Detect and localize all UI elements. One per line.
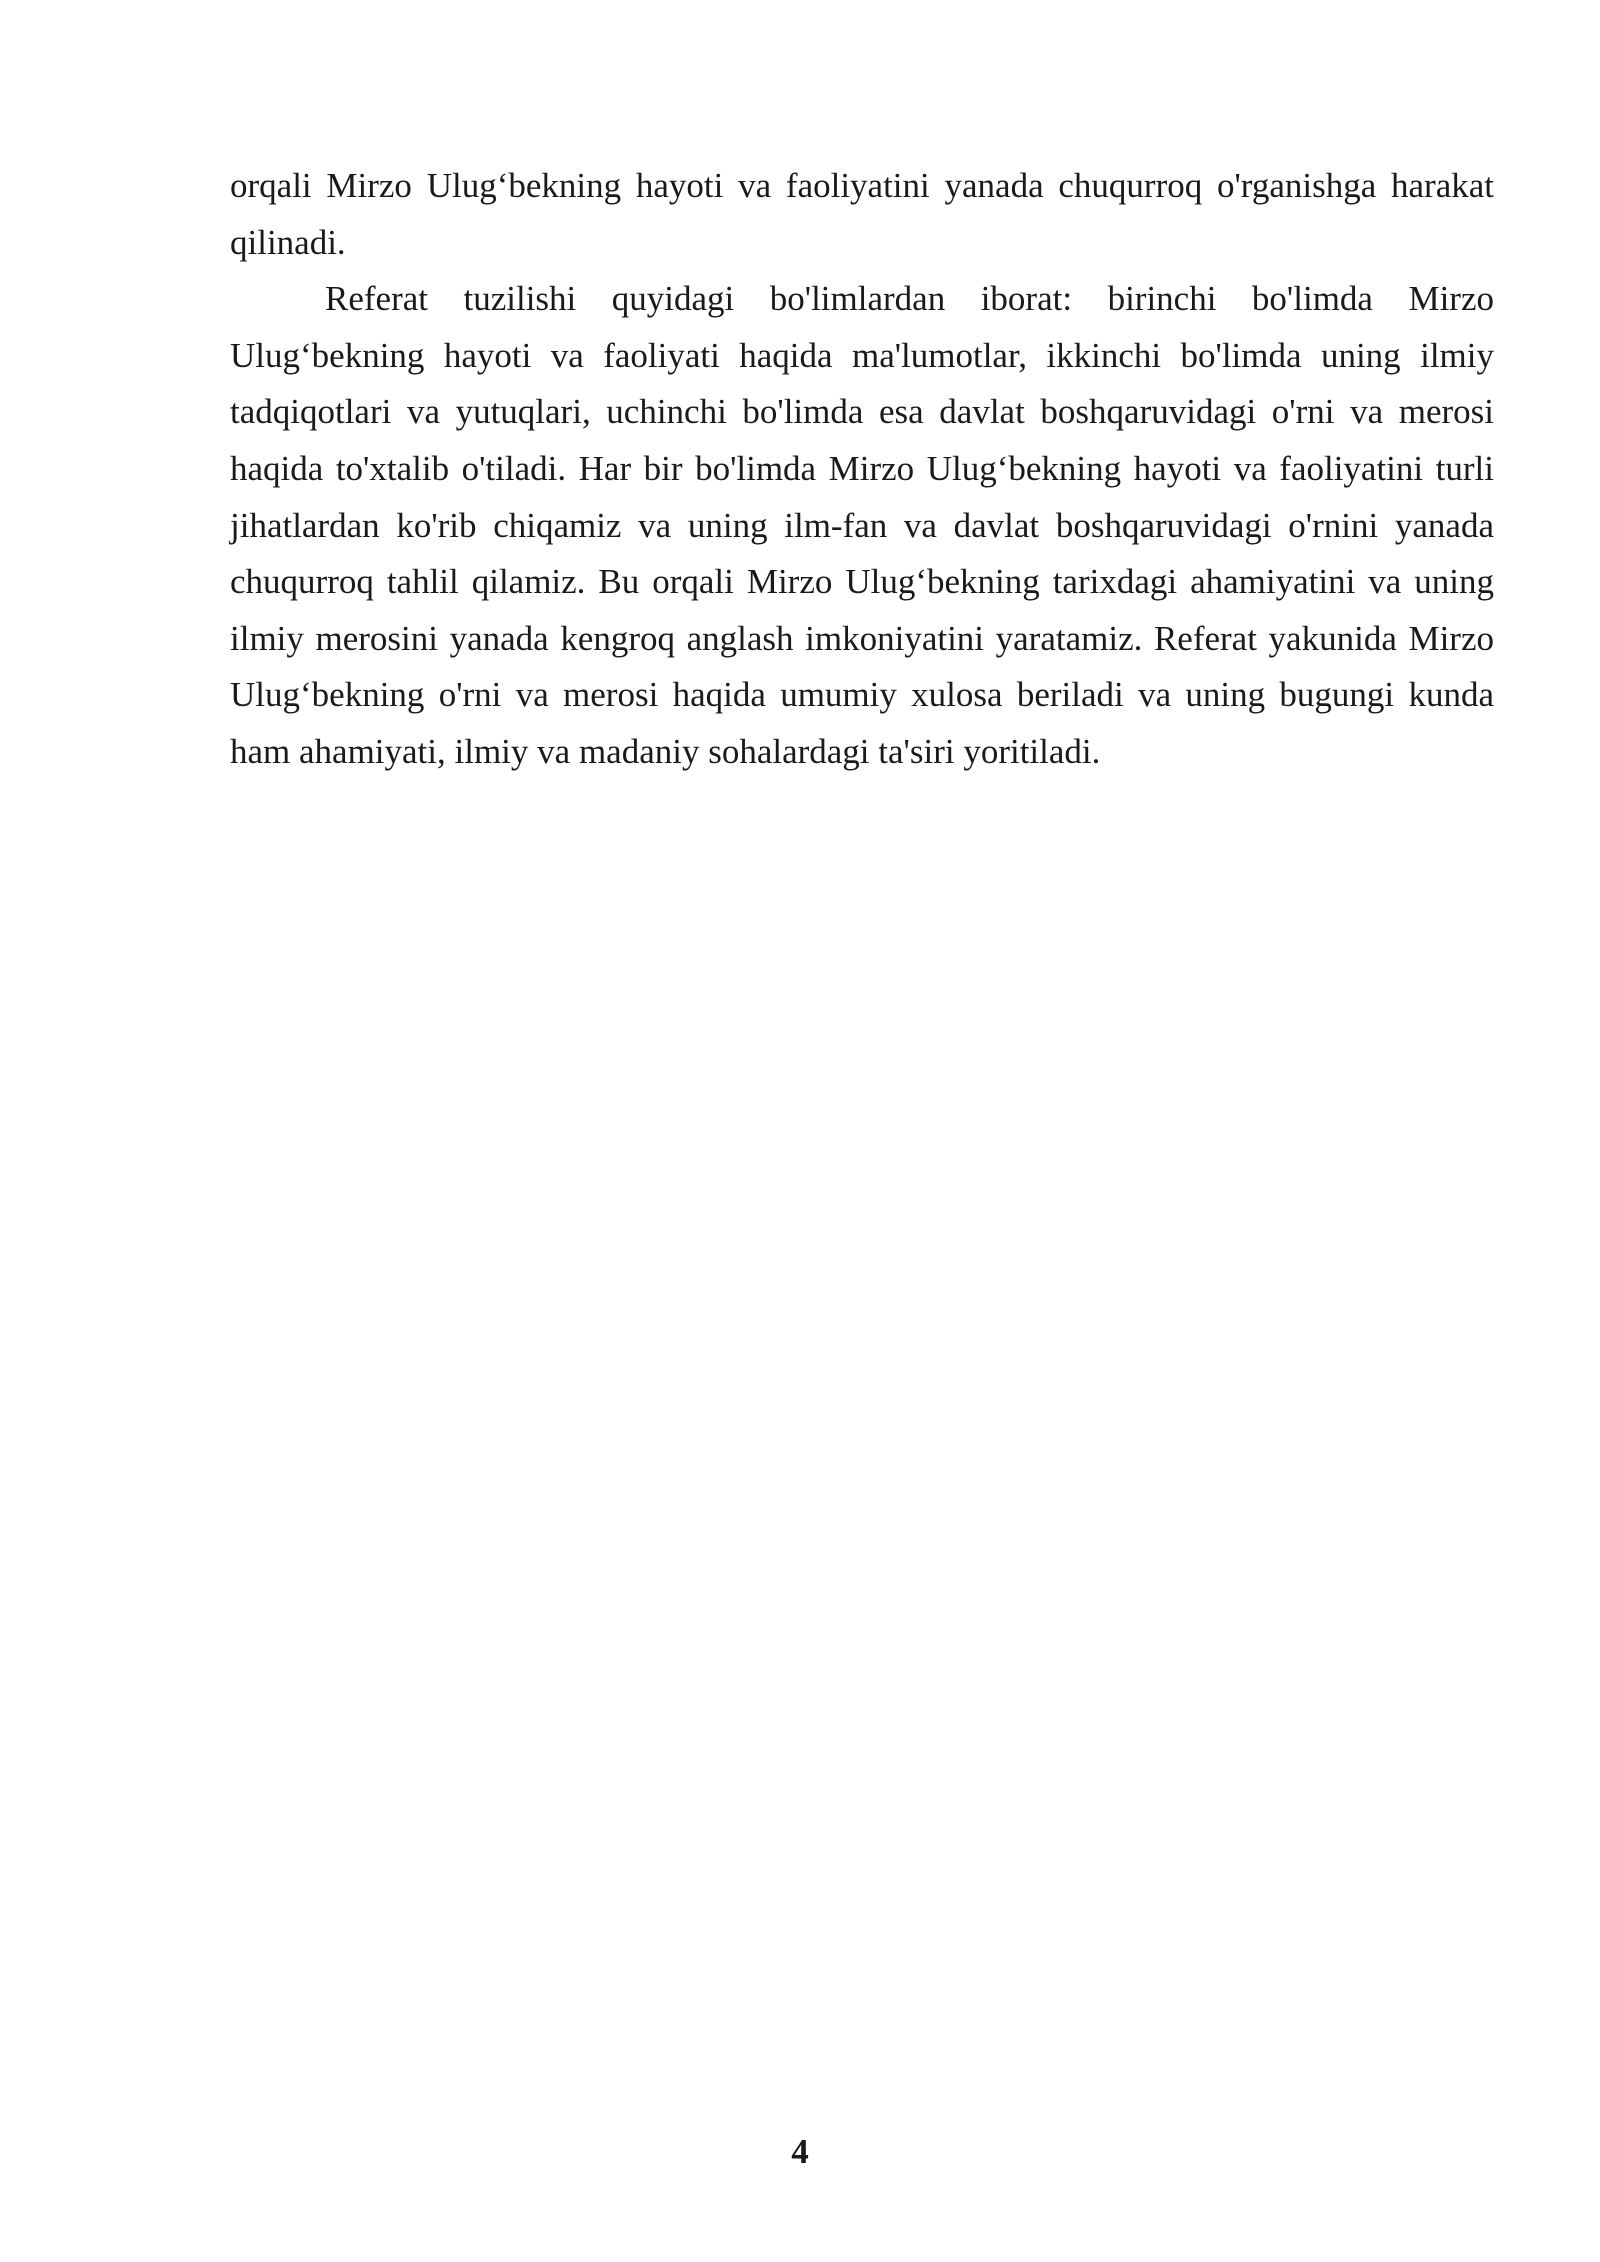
paragraph-report-structure: Referat tuzilishi quyidagi bo'limlardan iborat: birinchi bo'limda Mirzo Ulug‘bekning hayoti va faoliyati haqida ma'lumotlar, ikkinchi bo'limda uning ilmiy tadqiqotlari va yutuqlari, uchinchi bo'limda esa davlat boshqaruvidagi o'rni va merosi haqida to'xtalib o'tiladi. Har bir bo'limda Mirzo Ulug‘bekning hayoti va faoliyatini turli jihatlardan ko'rib chiqamiz va uning ilm-fan va davlat boshqaruvidagi o'rnini yanada chuqurroq tahlil qilamiz. Bu orqali Mirzo Ulug‘bekning tarixdagi ahamiyatini va uning ilmiy merosini yanada kengroq anglash imkoniyatini yaratamiz. Referat yakunida Mirzo Ulug‘bekning o'rni va merosi haqida umumiy xulosa beriladi va uning bugungi kunda ham ahamiyati, ilmiy va madaniy sohalardagi ta'siri yoritiladi. xyxy=(230,279,1494,771)
body-text xyxy=(230,158,1494,781)
page-number: 4 xyxy=(791,2132,809,2171)
paragraph-continuation: orqali Mirzo Ulug‘bekning hayoti va faoliyatini yanada chuqurroq o'rganishga harakat qilinadi. xyxy=(230,166,1494,262)
